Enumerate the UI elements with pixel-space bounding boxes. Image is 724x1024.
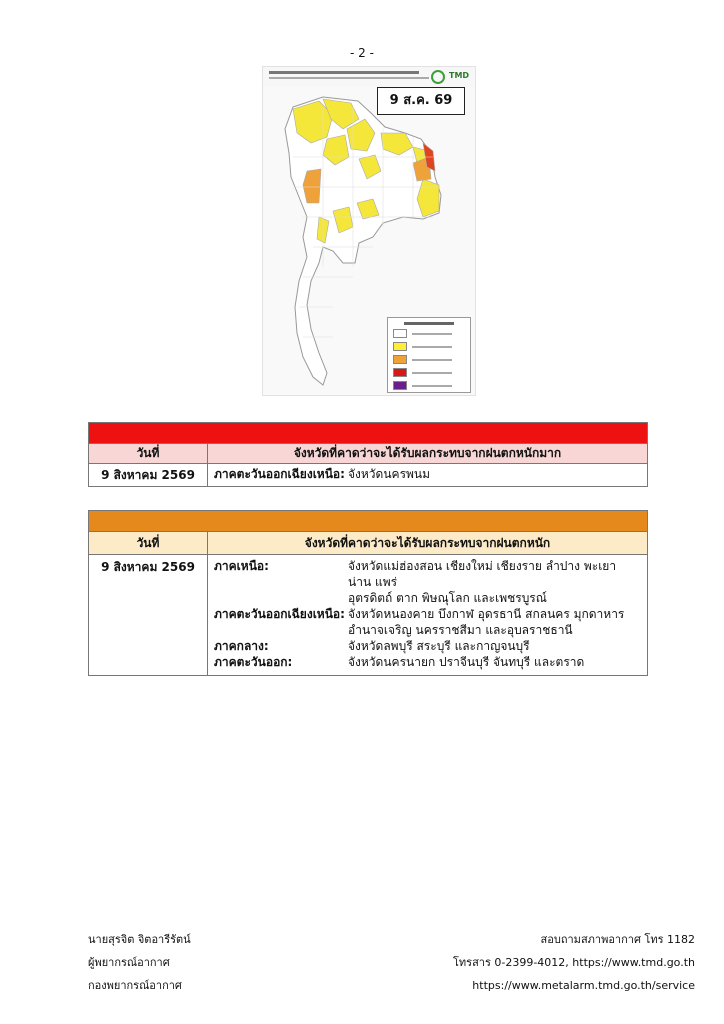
- contact-fax-website: โทรสาร 0-2399-4012, https://www.tmd.go.th: [453, 956, 695, 969]
- region-label: ภาคตะวันออก:: [214, 655, 293, 669]
- affected-provinces: [208, 555, 648, 676]
- province-line: อำนาจเจริญ นครราชสีมา และอุบลราชธานี: [348, 623, 573, 637]
- heavy-rain-table: [88, 510, 648, 676]
- forecast-date: 9 สิงหาคม 2569: [89, 555, 208, 676]
- legend-swatch-purple: [393, 381, 407, 390]
- region-label: ภาคเหนือ:: [214, 559, 269, 573]
- rain-forecast-map: [262, 66, 476, 396]
- very-heavy-rain-table: [88, 422, 648, 487]
- legend-swatch-red: [393, 368, 407, 377]
- region-label: ภาคกลาง:: [214, 639, 269, 653]
- col-date-header: วันที่: [89, 532, 208, 555]
- forecast-date: 9 สิงหาคม 2569: [89, 464, 208, 487]
- affected-provinces: [208, 464, 648, 487]
- orange-band: [89, 511, 648, 532]
- legend-swatch-white: [393, 329, 407, 338]
- col-provinces-header: จังหวัดที่คาดว่าจะได้รับผลกระทบจากฝนตกหนักมาก: [208, 444, 648, 464]
- region-row: [214, 558, 641, 606]
- tmd-logo-text-icon: TMD: [449, 71, 470, 80]
- region-provinces: [348, 638, 641, 654]
- map-date-label: 9 ส.ค. 69: [377, 87, 465, 115]
- contact-service-link[interactable]: https://www.metalarm.tmd.go.th/service: [472, 979, 695, 992]
- region-row: [214, 654, 641, 670]
- province-line: จังหวัดนครนายก ปราจีนบุรี จันทบุรี และตราด: [348, 655, 585, 669]
- map-legend: [387, 317, 471, 393]
- region-provinces: [348, 654, 641, 670]
- forecaster-title: ผู้พยากรณ์อากาศ: [88, 956, 170, 969]
- legend-swatch-orange: [393, 355, 407, 364]
- region-row: [214, 638, 641, 654]
- region-row: [214, 606, 641, 638]
- province-line: จังหวัดแม่ฮ่องสอน เชียงใหม่ เชียงราย ลำปาง พะเยา น่าน แพร่: [348, 559, 617, 589]
- forecaster-division: กองพยากรณ์อากาศ: [88, 979, 182, 992]
- forecaster-signature: [88, 928, 191, 997]
- region-provinces: จังหวัดนครพนม: [348, 467, 431, 481]
- forecaster-name: นายสุรจิต จิตอารีรัตน์: [88, 933, 191, 946]
- contact-info: [453, 928, 695, 997]
- province-line: จังหวัดลพบุรี สระบุรี และกาญจนบุรี: [348, 639, 530, 653]
- region-label: ภาคตะวันออกเฉียงเหนือ:: [214, 607, 345, 621]
- page-number: - 2 -: [350, 46, 374, 60]
- province-line: อุตรดิตถ์ ตาก พิษณุโลก และเพชรบูรณ์: [348, 591, 547, 605]
- red-band: [89, 423, 648, 444]
- region-provinces: [348, 558, 641, 606]
- province-line: จังหวัดหนองคาย บึงกาฬ อุดรธานี สกลนคร มุกดาหาร: [348, 607, 625, 621]
- contact-phone: สอบถามสภาพอากาศ โทร 1182: [540, 933, 695, 946]
- col-date-header: วันที่: [89, 444, 208, 464]
- col-provinces-header: จังหวัดที่คาดว่าจะได้รับผลกระทบจากฝนตกหนัก: [208, 532, 648, 555]
- region-provinces: [348, 606, 641, 638]
- region-row: [214, 466, 641, 482]
- region-label: ภาคตะวันออกเฉียงเหนือ:: [214, 467, 345, 481]
- legend-swatch-yellow: [393, 342, 407, 351]
